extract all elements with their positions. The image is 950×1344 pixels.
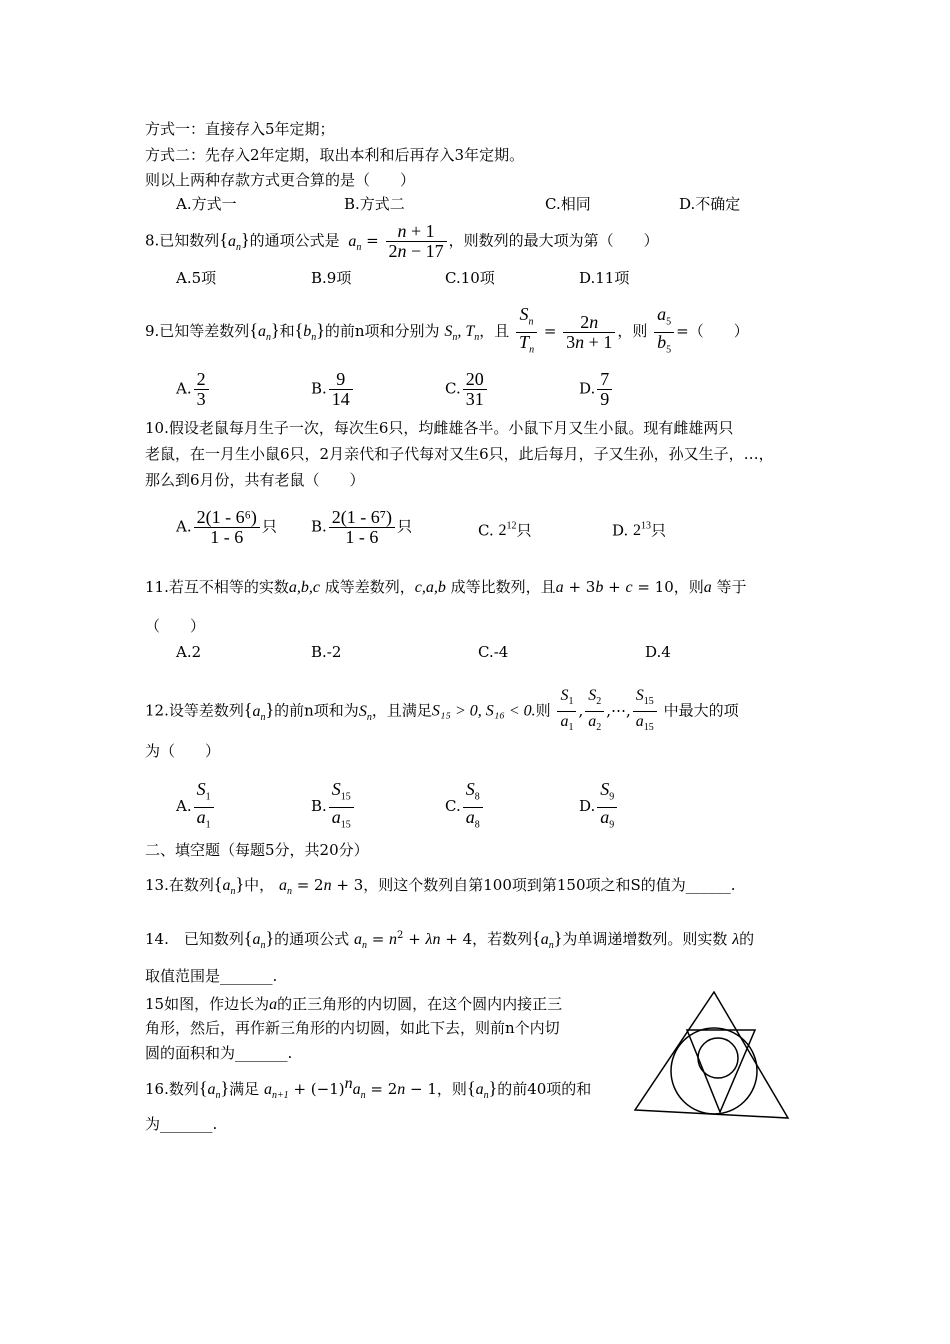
inner-circle-2 [698,1038,738,1078]
q11-line2: （ ） [145,617,206,635]
q7-question: 则以上两种存款方式更合算的是（ ） [145,171,416,189]
q7-option-a: A.方式一 [176,195,237,213]
q16-line1: 16.数列$\{a_n\}$满足 $a_{n+1} + (-1)^na_n = 2n - 1$，则$\{a_n\}$的前40项的和 [145,1075,592,1102]
q12-line1: 12.设等差数列$\{a_n\}$的前n项和为$S_n$，且满足S₁₅ > 0, S₁₆ < 0.则 $\frac{S_1}{a_1}$ , $\frac{S_2}{a_2}$ ,⋯, $\frac{S_{15}}{a_{15}}$ 中最大的项 [145,687,739,734]
way2-line: 方式二：先存入2年定期，取出本利和后再存入3年定期。 [145,146,525,164]
q10-option-c: C. $2^{12}$只 [478,521,532,540]
q12-option-a: A. $\frac{S_1}{a_1}$ [176,780,216,834]
q9-prefix: 9.已知等差数列 [145,322,250,341]
q9-question: 9.已知等差数列$\{a_n\}$和$\{b_n\}$的前n项和分别为 $S_n$, $T_n$，且 $\frac{S_n}{T_n}$ = $\frac{2n}{3n + 1}$ ，则 $\frac{a_5}{b_5}$ =（ ） [145,305,749,359]
q9-ratio-ab: $\frac{a_5}{b_5}$ [654,305,674,359]
q8-suffix: ，则数列的最大项为第（ ） [448,231,659,250]
q16-line2: 为_______. [145,1115,218,1133]
section-heading: 二、填空题（每题5分，共20分） [145,841,369,859]
q14-line1: 14. 已知数列$\{a_n\}$的通项公式 $a_n = n^2 + \lambda n + 4$，若数列$\{a_n\}$为单调递增数列。则实数 λ的 [145,928,755,952]
q15-line1: 15如图，作边长为a的正三角形的内切圆，在这个圆内内接正三 [145,995,563,1013]
q8-mid: 的通项公式是 [249,231,340,250]
q9-then: ，且 [479,322,510,341]
q9-option-d: D. $\frac{7}{9}$ [579,370,614,409]
q9-option-a: A. $\frac{2}{3}$ [176,370,211,409]
q8-question: 8.已知数列$\{a_n\}$的通项公式是 $a_n$ = $\frac{n + 1}{2n - 17}$ ，则数列的最大项为第（ ） [145,221,659,261]
q9-option-b: B. $\frac{9}{14}$ [311,370,355,409]
q12-option-b: B. $\frac{S_{15}}{a_{15}}$ [311,780,356,834]
q8-option-c: C.10项 [445,269,495,287]
q9-then2: ，则 [617,322,648,341]
q11-line1: 11.若互不相等的实数a,b,c 成等差数列，c,a,b 成等比数列，且a + 3b + c = 10，则a 等于 [145,578,747,596]
q7-option-d: D.不确定 [679,195,741,213]
q10-option-a: A. $\frac{\text{2(1 - 6⁶)}}{1 - 6}$ 只 [176,507,277,547]
q9-and: 和 [279,322,295,341]
q15-line2: 角形，然后，再作新三角形的内切圆，如此下去，则前n个内切 [145,1019,560,1037]
q9-option-c: C. $\frac{20}{31}$ [445,370,489,409]
q9-ratio-n: $\frac{2n}{3n + 1}$ [563,313,615,352]
q8-option-a: A.5项 [176,269,217,287]
q8-prefix: 8.已知数列 [145,231,220,250]
outer-triangle [635,992,788,1118]
way1-line: 方式一：直接存入5年定期； [145,120,335,138]
q8-option-b: B.9项 [311,269,352,287]
q15-line3: 圆的面积和为_______. [145,1044,293,1062]
q8-option-d: D.11项 [579,269,630,287]
q14-line2: 取值范围是_______. [145,967,278,985]
q11-option-d: D.4 [645,643,671,661]
q9-tail: =（ ） [676,322,749,341]
q11-option-c: C.-4 [478,643,509,661]
q9-mid: 的前n项和分别为 [324,322,440,341]
inner-triangle [687,1030,755,1112]
inner-circle-1 [671,1028,757,1114]
q7-option-c: C.相同 [545,195,591,213]
q10-line3: 那么到6月份，共有老鼠（ ） [145,471,365,489]
q11-option-b: B.-2 [311,643,342,661]
q8-formula: $\frac{n + 1}{2n - 17}$ [386,222,447,261]
q7-option-b: B.方式二 [344,195,405,213]
q10-option-d: D. $2^{13}$只 [612,521,667,540]
q10-line1: 10.假设老鼠每月生子一次，每次生6只，均雌雄各半。小鼠下月又生小鼠。现有雌雄两只 [145,419,734,437]
q10-line2: 老鼠，在一月生小鼠6只，2月亲代和子代每对又生6只，此后每月，子又生孙，孙又生子，…， [145,445,774,463]
nested-triangle-circle-figure [630,985,800,1130]
q10-option-b: B. $\frac{\text{2(1 - 6⁷)}}{1 - 6}$ 只 [311,507,413,547]
q12-option-c: C. $\frac{S_8}{a_8}$ [445,780,485,834]
q12-line2: 为（ ） [145,742,221,760]
q13-question: 13.在数列$\{a_n\}$中， $a_n = 2n + 3$，则这个数列自第100项到第150项之和S的值为______. [145,874,736,898]
q9-ratio-st: $\frac{S_n}{T_n}$ [516,305,537,359]
q11-option-a: A.2 [176,643,202,661]
q12-option-d: D. $\frac{S_9}{a_9}$ [579,780,619,834]
